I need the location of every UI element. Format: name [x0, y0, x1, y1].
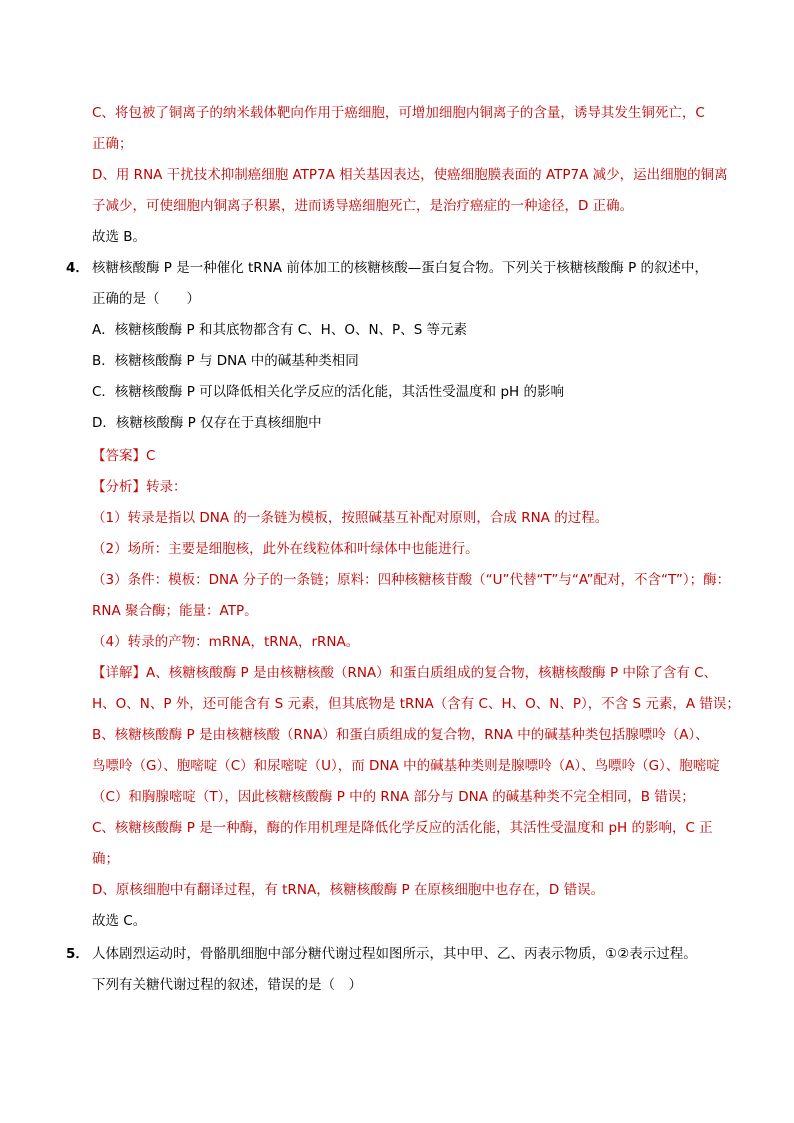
- q4-analysis-1: （1）转录是指以 DNA 的一条链为模板，按照碱基互补配对原则，合成 RNA 的过程。: [92, 510, 609, 526]
- q4-analysis-head: 【分析】转录：: [92, 479, 187, 495]
- prev-explanation-c-line1: C、将包被了铜离子的纳米载体靶向作用于癌细胞，可增加细胞内铜离子的含量，诱导其发生铜死亡，C: [92, 105, 705, 121]
- prev-explanation-c-line2: 正确；: [92, 136, 133, 152]
- q4-analysis-4: （4）转录的产物：mRNA，tRNA，rRNA。: [92, 634, 360, 650]
- q4-detail-1: 【详解】A、核糖核酸酶 P 是由核糖核酸（RNA）和蛋白质组成的复合物，核糖核酸酶 P 中除了含有 C、: [92, 665, 718, 681]
- q4-detail-4: 鸟嘌呤（G）、胞嘧啶（C）和尿嘧啶（U），而 DNA 中的碱基种类则是腺嘌呤（A）、鸟嘌呤（G）、胞嘧啶: [92, 758, 720, 774]
- q5-stem-line1: 人体剧烈运动时，骨骼肌细胞中部分糖代谢过程如图所示，其中甲、乙、丙表示物质，①②表示过程。: [92, 946, 697, 962]
- q4-detail-2: H、O、N、P 外，还可能含有 S 元素，但其底物是 tRNA（含有 C、H、O、N、P），不含 S 元素，A 错误；: [92, 696, 740, 712]
- q4-detail-7: 确；: [92, 851, 119, 867]
- q4-answer: 【答案】C: [92, 448, 156, 464]
- q4-analysis-3b: RNA 聚合酶；能量：ATP。: [92, 603, 258, 619]
- q4-stem-line2: 正确的是（ ）: [92, 291, 200, 307]
- q4-detail-5: （C）和胸腺嘧啶（T），因此核糖核酸酶 P 中的 RNA 部分与 DNA 的碱基种类不完全相同，B 错误；: [92, 789, 695, 805]
- q4-option-c: C．核糖核酸酶 P 可以降低相关化学反应的活化能，其活性受温度和 pH 的影响: [92, 384, 564, 400]
- q4-detail-3: B、核糖核酸酶 P 是由核糖核酸（RNA）和蛋白质组成的复合物，RNA 中的碱基种类包括腺嘌呤（A）、: [92, 727, 709, 743]
- q5-number: 5．: [66, 946, 89, 962]
- q4-detail-6: C、核糖核酸酶 P 是一种酶，酶的作用机理是降低化学反应的活化能，其活性受温度和 pH 的影响，C 正: [92, 820, 713, 836]
- q4-analysis-2: （2）场所：主要是细胞核，此外在线粒体和叶绿体中也能进行。: [92, 541, 479, 557]
- q4-option-b: B．核糖核酸酶 P 与 DNA 中的碱基种类相同: [92, 353, 359, 369]
- q4-detail-8: D、原核细胞中有翻译过程，有 tRNA，核糖核酸酶 P 在原核细胞中也存在，D 错误。: [92, 882, 605, 898]
- q4-option-d: D．核糖核酸酶 P 仅存在于真核细胞中: [92, 415, 322, 431]
- q4-option-a: A．核糖核酸酶 P 和其底物都含有 C、H、O、N、P、S 等元素: [92, 322, 468, 338]
- prev-explanation-d-line1: D、用 RNA 干扰技术抑制癌细胞 ATP7A 相关基因表达，使癌细胞膜表面的 ATP7A 减少，运出细胞的铜离: [92, 167, 728, 183]
- q4-stem-line1: 核糖核酸酶 P 是一种催化 tRNA 前体加工的核糖核酸—蛋白复合物。下列关于核糖核酸酶 P 的叙述中，: [92, 260, 709, 276]
- q4-number: 4．: [66, 260, 89, 276]
- q5-stem-line2: 下列有关糖代谢过程的叙述，错误的是（ ）: [92, 977, 362, 993]
- prev-conclusion: 故选 B。: [92, 229, 147, 245]
- prev-explanation-d-line2: 子减少，可使细胞内铜离子积累，进而诱导癌细胞死亡，是治疗癌症的一种途径，D 正确。: [92, 198, 634, 214]
- q4-conclusion: 故选 C。: [92, 913, 147, 929]
- q4-analysis-3: （3）条件：模板：DNA 分子的一条链；原料：四种核糖核苷酸（“U”代替“T”与“A”配对，不含“T”）；酶：: [92, 572, 731, 588]
